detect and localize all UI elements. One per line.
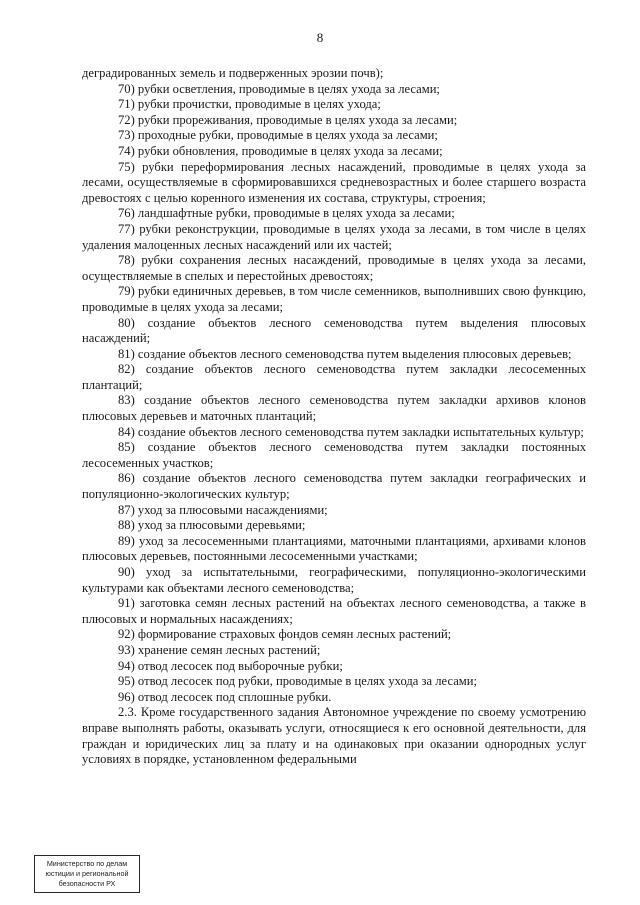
- list-item-84: 84) создание объектов лесного семеноводства путем закладки испытательных культур;: [118, 424, 584, 439]
- list-item-90: 90) уход за испытательными, географическими, популяционно-экологическими культурами как объектами лесного семеноводства;: [82, 565, 586, 595]
- list-item-94: 94) отвод лесосек под выборочные рубки;: [118, 658, 343, 673]
- stamp-line-3: безопасности РХ: [58, 879, 116, 888]
- stamp-line-2: юстиции и региональной: [45, 869, 129, 878]
- list-item-72: 72) рубки прореживания, проводимые в целях ухода за лесами;: [118, 112, 458, 127]
- list-item-96: 96) отвод лесосек под сплошные рубки.: [118, 689, 332, 704]
- list-item-80: 80) создание объектов лесного семеноводства путем выделения плюсовых насаждений;: [82, 315, 586, 346]
- paragraph-continuation: деградированных земель и подверженных эрозии почв);: [82, 66, 384, 80]
- list-item-75: 75) рубки переформирования лесных насаждений, проводимые в целях ухода за лесами, осуществляемые в сформировавшихся средневозрастных и более старшего возраста древостоях с целью коренного изменения их состава, структуры, строения;: [82, 159, 586, 205]
- list-item-74: 74) рубки обновления, проводимые в целях ухода за лесами;: [118, 143, 443, 158]
- section-2-3: 2.3. Кроме государственного задания Автономное учреждение по своему усмотрению вправе выполнять работы, оказывать услуги, относящиеся к его основной деятельности, для граждан и юридических лиц за плату и на одинаковых при оказании однородных услуг условиях в порядке, установленном федеральными: [82, 705, 586, 767]
- list-item-70: 70) рубки осветления, проводимые в целях ухода за лесами;: [118, 81, 440, 96]
- list-item-87: 87) уход за плюсовыми насаждениями;: [118, 502, 328, 517]
- list-item-79: 79) рубки единичных деревьев, в том числе семенников, выполнивших свою функцию, проводимые в целях ухода за лесами;: [82, 284, 586, 314]
- list-item-83: 83) создание объектов лесного семеноводства путем закладки архивов клонов плюсовых деревьев и маточных плантаций;: [82, 393, 586, 424]
- list-item-95: 95) отвод лесосек под рубки, проводимые в целях ухода за лесами;: [118, 674, 477, 689]
- stamp-line-1: Министерство по делам: [46, 859, 128, 868]
- list-item-93: 93) хранение семян лесных растений;: [118, 642, 321, 657]
- list-item-91: 91) заготовка семян лесных растений на объектах лесного семеноводства, а также в плюсовых и нормальных насаждениях;: [82, 596, 586, 626]
- list-item-92: 92) формирование страховых фондов семян лесных растений;: [118, 627, 452, 642]
- list-item-81: 81) создание объектов лесного семеноводства путем выделения плюсовых деревьев;: [118, 346, 572, 361]
- list-item-88: 88) уход за плюсовыми деревьями;: [118, 518, 306, 533]
- list-item-82: 82) создание объектов лесного семеноводства путем закладки лесосеменных плантаций;: [82, 362, 586, 392]
- list-item-71: 71) рубки прочистки, проводимые в целях ухода;: [118, 97, 381, 112]
- list-item-78: 78) рубки сохранения лесных насаждений, проводимые в целях ухода за лесами, осуществляемые в спелых и перестойных древостоях;: [82, 253, 586, 283]
- registration-stamp: [34, 855, 140, 893]
- document-body: [82, 66, 586, 768]
- page-number: 8: [316, 30, 324, 45]
- list-item-73: 73) проходные рубки, проводимые в целях ухода за лесами;: [118, 128, 438, 143]
- list-item-86: 86) создание объектов лесного семеноводства путем закладки географических и популяционно-экологических культур;: [82, 471, 586, 502]
- list-item-76: 76) ландшафтные рубки, проводимые в целях ухода за лесами;: [118, 206, 455, 221]
- list-item-85: 85) создание объектов лесного семеноводства путем закладки постоянных лесосеменных участков;: [82, 440, 586, 470]
- list-item-89: 89) уход за лесосеменными плантациями, маточными плантациями, архивами клонов плюсовых деревьев, постоянными лесосеменными участками;: [82, 533, 586, 564]
- list-item-77: 77) рубки реконструкции, проводимые в целях ухода за лесами, в том числе в целях удаления малоценных лесных насаждений или их частей;: [82, 221, 586, 252]
